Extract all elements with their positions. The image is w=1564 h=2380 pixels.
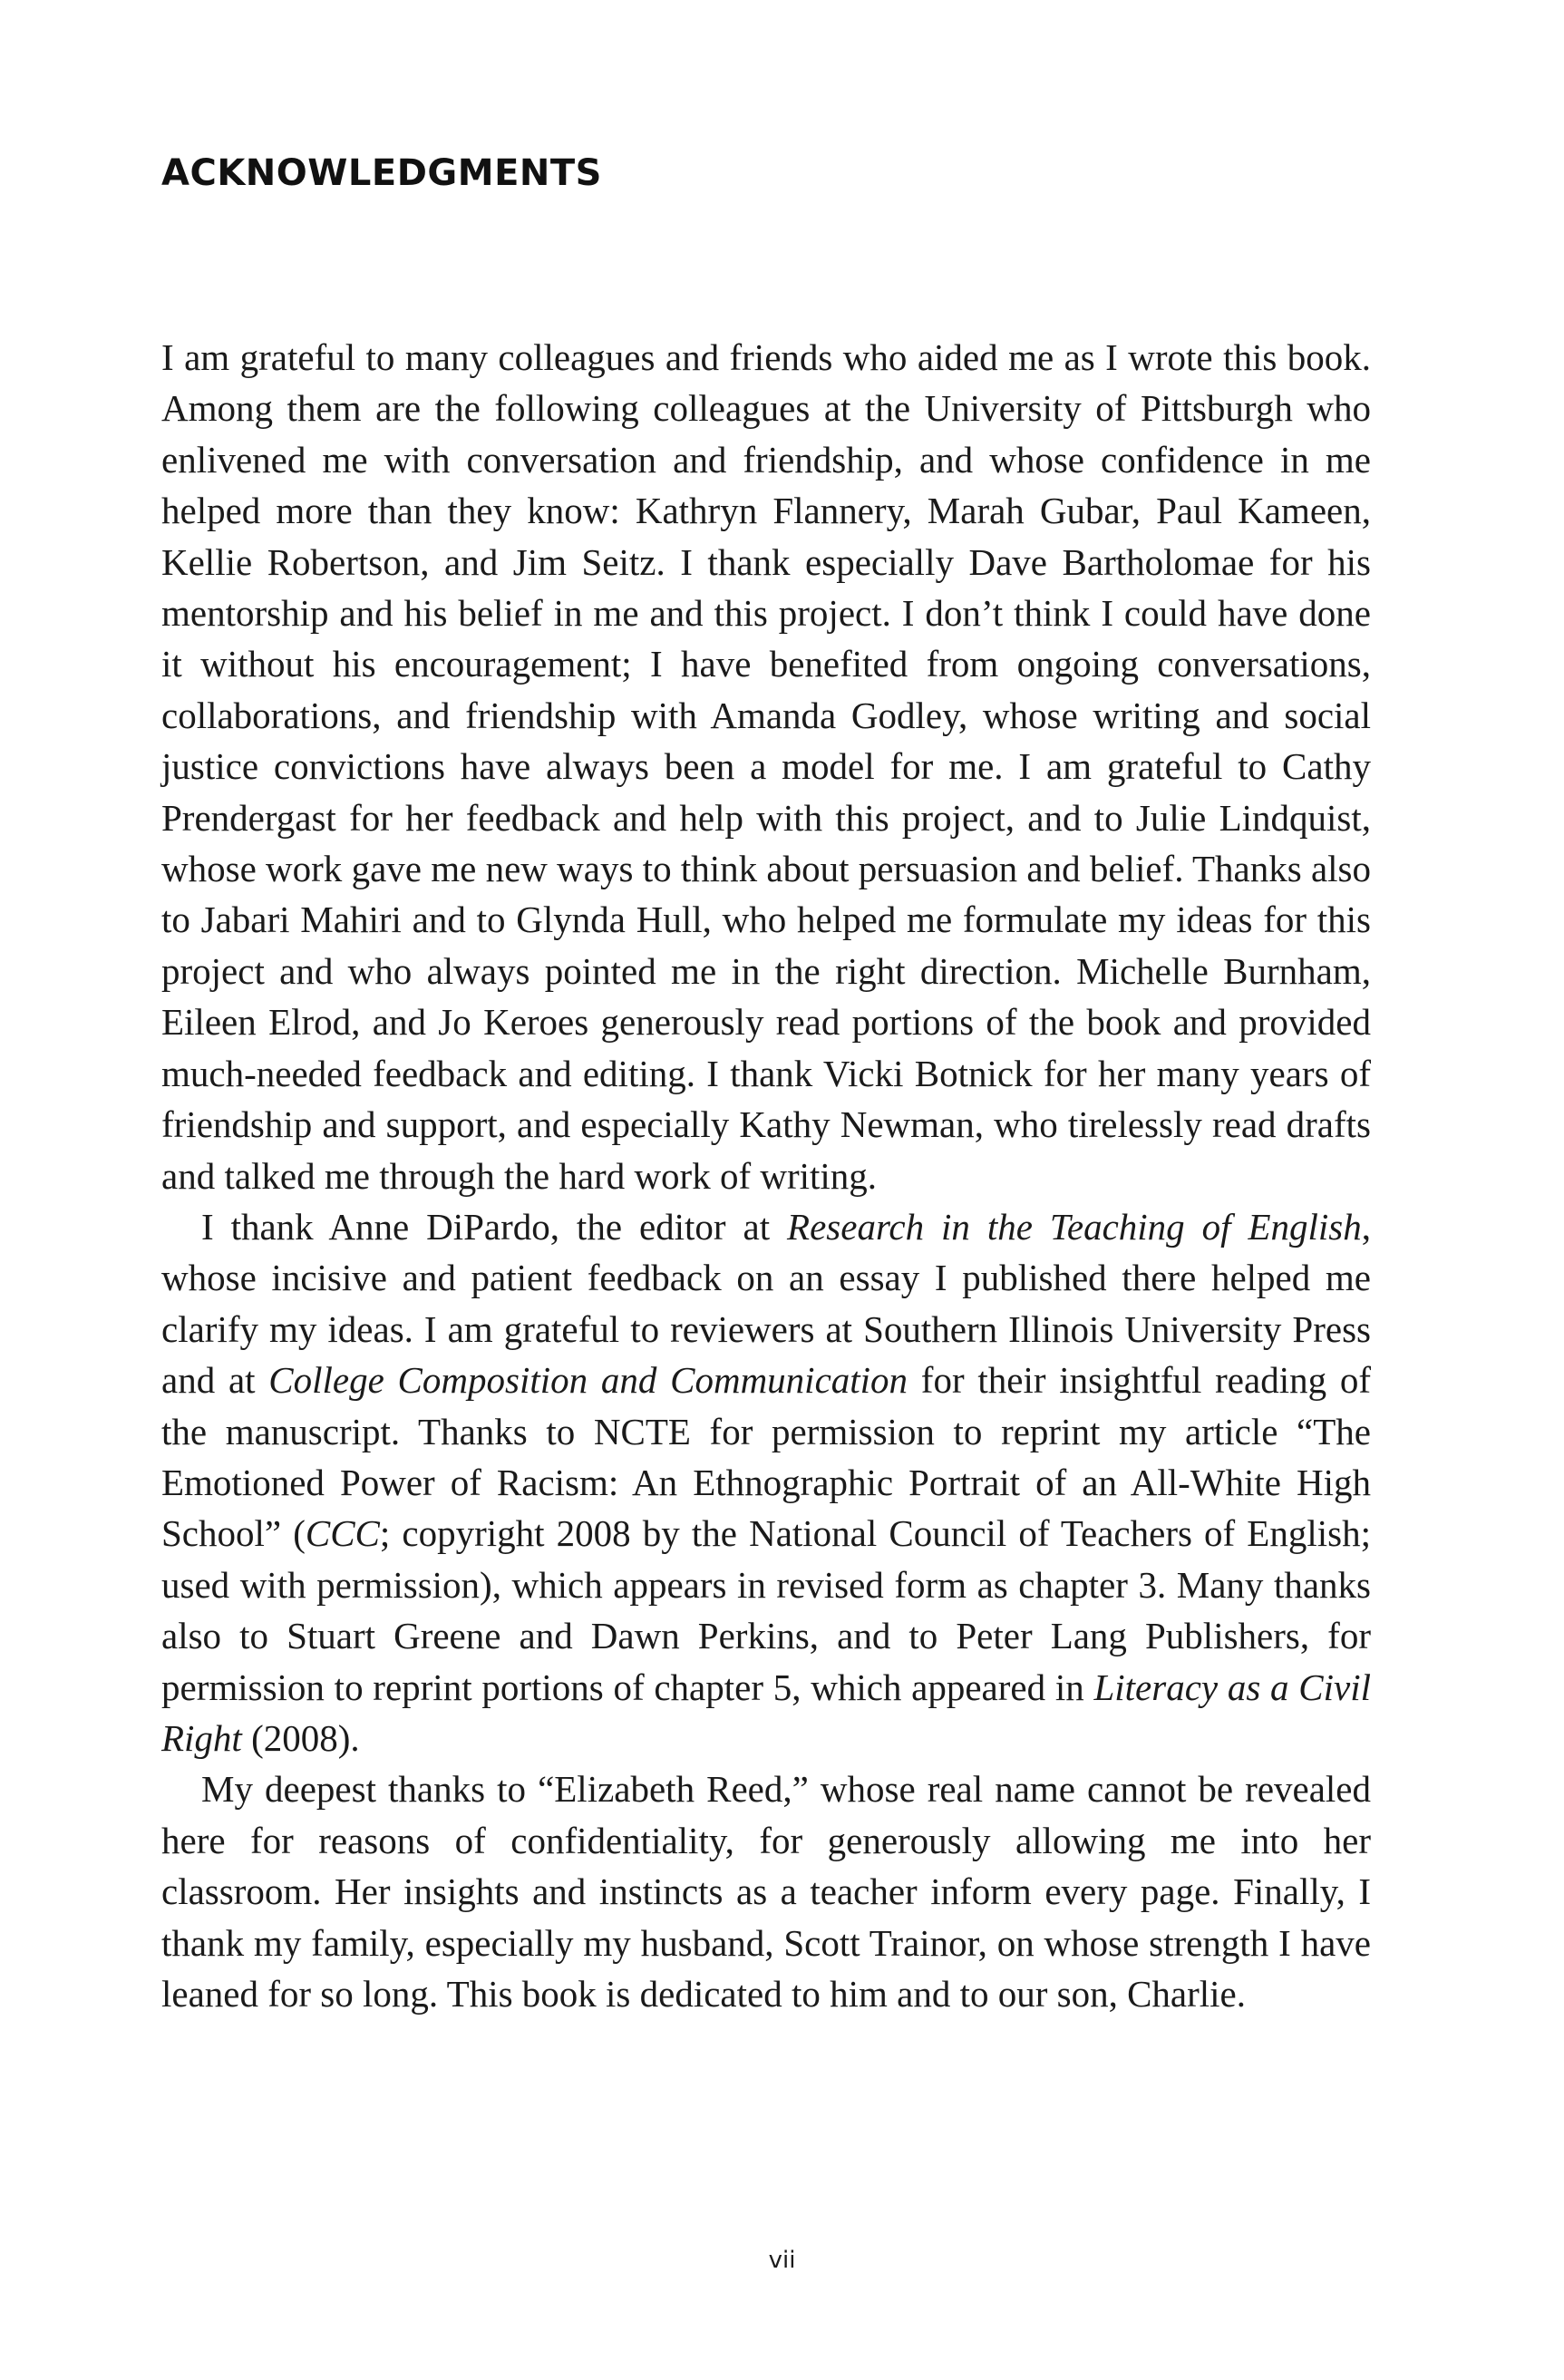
paragraph-1: I am grateful to many colleagues and friends who aided me as I wrote this book. Among them are the following colleagues at the University of Pittsburgh who enlivened me with conversation and friendship, and whose confidence in me helped more than they know: Kathryn Flannery, Marah Gubar, Paul Kameen, Kellie Robertson, and Jim Seitz. I thank especially Dave Bartholomae for his mentorship and his belief in me and this project. I don’t think I could have done it without his encouragement; I have benefited from ongoing conversations, collaborations, and friendship with Amanda Godley, whose writing and social justice convictions have always been a model for me. I am grateful to Cathy Prendergast for her feedback and help with this project, and to Julie Lindquist, whose work gave me new ways to think about persuasion and belief. Thanks also to Jabari Mahiri and to Glynda Hull, who helped me formulate my ideas for this project and who always pointed me in the right direction. Michelle Burnham, Eileen Elrod, and Jo Keroes generously read portions of the book and provided much-needed feedback and editing. I thank Vicki Botnick for her many years of friendship and support, and especially Kathy Newman, who tirelessly read drafts and talked me through the hard work of writing. <box>161 336 1371 1197</box>
paragraph-2-text: for their insightful reading of the manuscript. Thanks to NCTE for permission to reprint my article “The Emotioned Power of Racism: An Ethnographic Portrait of an All-White High School” ( <box>161 1359 1371 1555</box>
body-text <box>161 332 1371 2019</box>
paragraph-3: My deepest thanks to “Elizabeth Reed,” whose real name cannot be revealed here for reasons of confidentiality, for generously allowing me into her classroom. Her insights and instincts as a teacher inform every page. Finally, I thank my family, especially my husband, Scott Trainor, on whose strength I have leaned for so long. This book is dedicated to him and to our son, Charlie. <box>161 1768 1371 2015</box>
paragraph-2-text: I thank Anne DiPardo, the editor at <box>201 1205 788 1248</box>
section-heading: ACKNOWLEDGMENTS <box>161 152 602 194</box>
paragraph-2 <box>161 1201 1371 1763</box>
journal-abbreviation: CCC <box>305 1512 380 1555</box>
journal-title: Research in the Teaching of English <box>787 1205 1362 1248</box>
page-number: vii <box>768 2247 796 2274</box>
journal-title: College Composition and Communication <box>268 1359 908 1402</box>
book-title: Literacy as a Civil Right <box>161 1666 1371 1759</box>
paragraph-2-text: ; copyright 2008 by the National Council of Teachers of English; used with permission), which appears in revised form as chapter 3. Many thanks also to Stuart Greene and Dawn Perkins, and to Peter Lang Publishers, for permission to reprint portions of chapter 5, which appeared in <box>161 1512 1371 1708</box>
paragraph-2-text: (2008). <box>241 1716 360 1759</box>
paragraph-2-text: , whose incisive and patient feedback on an essay I published there helped me clarify my ideas. I am grateful to reviewers at Southern Illinois University Press and at <box>161 1205 1371 1402</box>
